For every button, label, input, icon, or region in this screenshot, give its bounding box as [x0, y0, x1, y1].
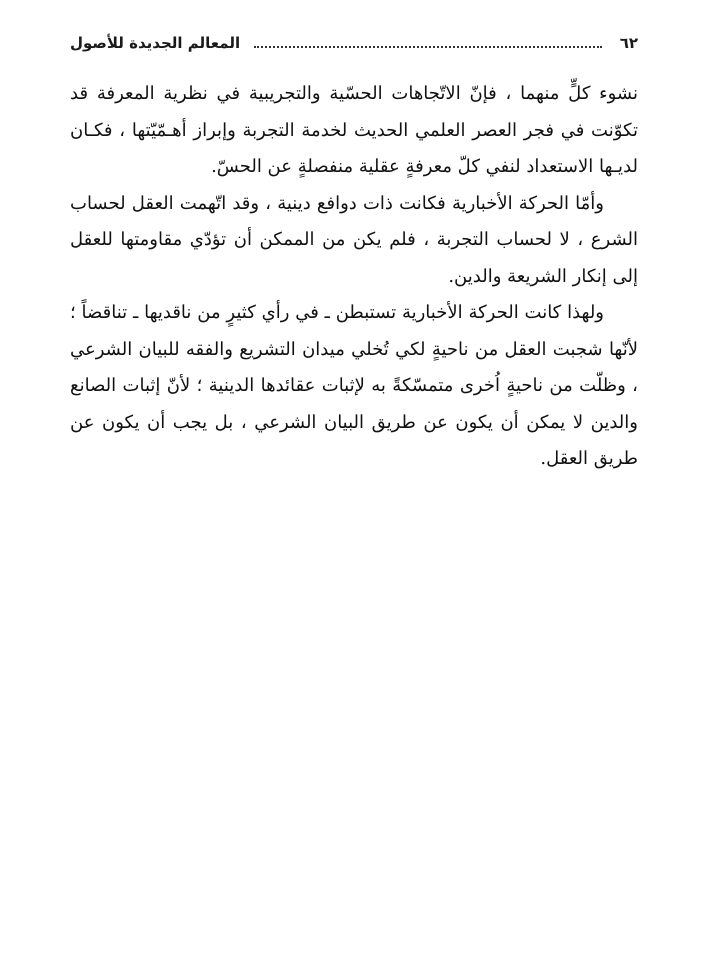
paragraph-3: ولهذا كانت الحركة الأخبارية تستبطن ـ في رأي كثيرٍ من ناقديها ـ تناقضاً ؛ لأنّها شجبت العقل من ناحيةٍ لكي تُخلي ميدان التشريع والفقه للبيان الشرعي ، وظلّت من ناحيةٍ اُخرى متمسّكةً به لإثبات عقائدها الدينية ؛ لأنّ إثبات الصانع والدين لا يمكن أن يكون عن طريق البيان الشرعي ، بل يجب أن يكون عن طريق العقل. — [70, 302, 638, 469]
paragraph-2: وأمّا الحركة الأخبارية فكانت ذات دوافع دينية ، وقد اتّهمت العقل لحساب الشرع ، لا لحساب التجربة ، فلم يكن من الممكن أن تؤدّي مقاومتها للعقل إلى إنكار الشريعة والدين. — [70, 192, 638, 287]
page-number: ٦٢ — [619, 34, 638, 52]
book-title: المعالم الجديدة للأصول — [70, 34, 241, 52]
leader-dots — [254, 46, 602, 48]
running-header — [70, 30, 638, 56]
body-text — [70, 76, 638, 478]
paragraph-1: نشوء كلٍّ منهما ، فإنّ الاتّجاهات الحسّية والتجريبية في نظرية المعرفة قد تكوّنت في فجر العصر العلمي الحديث لخدمة التجربة وإبراز أهـمّيّتها ، فكـان لديـها الاستعداد لنفي كلّ معرفةٍ عقلية منفصلةٍ عن الحسّ. — [70, 83, 638, 177]
